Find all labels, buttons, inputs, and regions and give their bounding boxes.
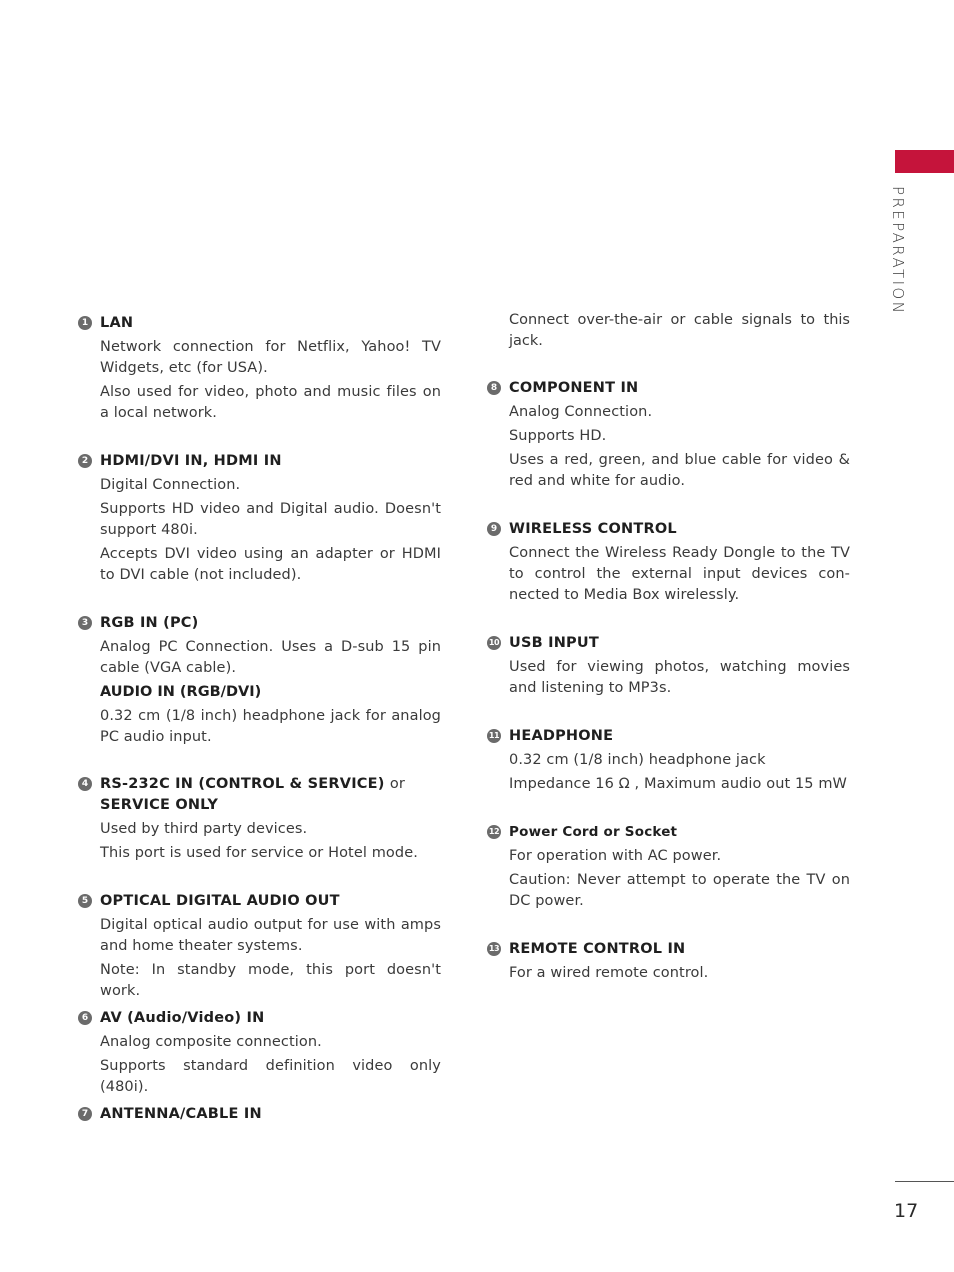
number-badge: 5 [78,894,92,908]
section-tab-marker [895,150,954,173]
number-badge: 11 [487,729,501,743]
item-title: USB INPUT [509,635,599,651]
item-title: REMOTE CONTROL IN [509,941,686,957]
item-title: Power Cord or Socket [509,824,678,840]
item-usb [487,633,850,699]
item-av-in [78,1008,441,1098]
item-component [487,378,850,492]
item-title: ANTENNA/CABLE IN [100,1106,262,1122]
number-badge: 8 [487,381,501,395]
item-text: Also used for video, photo and music files on a local network. [100,384,441,421]
item-text: Note: In standby mode, this port doesn't work. [100,962,441,999]
number-badge: 7 [78,1107,92,1121]
item-text: Uses a red, green, and blue cable for video & red and white for audio. [509,452,850,489]
item-wireless [487,519,850,606]
item-title: HDMI/DVI IN, HDMI IN [100,453,282,469]
item-text: Impedance 16 Ω , Maximum audio out 15 mW [509,776,847,792]
item-lan [78,313,441,424]
item-title: OPTICAL DIGITAL AUDIO OUT [100,893,340,909]
item-hdmi [78,451,441,586]
item-text: Supports standard definition video only (480i). [100,1058,441,1095]
number-badge: 1 [78,316,92,330]
number-badge: 12 [487,825,501,839]
item-text: 0.32 cm (1/8 inch) headphone jack [509,752,766,768]
section-label: PREPARATION [889,186,907,316]
item-power [487,822,850,912]
item-text: Supports HD. [509,428,607,444]
item-text: Used for viewing photos, watching movies and listening to MP3s. [509,659,850,696]
item-antenna-continued [487,310,850,352]
number-badge: 4 [78,777,92,791]
item-subtitle: AUDIO IN (RGB/DVI) [100,684,262,700]
footer-rule [895,1181,954,1182]
item-optical [78,891,441,1002]
item-title: AV (Audio/Video) IN [100,1010,265,1026]
item-text: Analog composite connection. [100,1034,322,1050]
item-rgb [78,613,441,748]
number-badge: 13 [487,942,501,956]
item-text: Analog Connection. [509,404,653,420]
item-text: Supports HD video and Digital audio. Doesn't support 480i. [100,501,441,538]
item-title: RS-232C IN (CONTROL & SERVICE) or SERVICE ONLY [100,776,406,813]
item-text: For a wired remote control. [509,965,709,981]
item-text: For operation with AC power. [509,848,722,864]
item-headphone [487,726,850,795]
item-antenna [78,1104,441,1125]
item-title: HEADPHONE [509,728,614,744]
number-badge: 3 [78,616,92,630]
item-text: Caution: Never attempt to operate the TV on DC power. [509,872,850,909]
item-text: Connect the Wireless Ready Dongle to the TV to control the external input devices con-nected to Media Box wirelessly. [509,545,850,603]
item-text: Used by third party devices. [100,821,308,837]
item-text: This port is used for service or Hotel mode. [100,845,418,861]
item-title: WIRELESS CONTROL [509,521,677,537]
number-badge: 10 [487,636,501,650]
item-text: Accepts DVI video using an adapter or HDMI to DVI cable (not included). [100,546,441,583]
item-text: Digital optical audio output for use with amps and home theater systems. [100,917,441,954]
number-badge: 6 [78,1011,92,1025]
number-badge: 9 [487,522,501,536]
page-number: 17 [894,1200,919,1222]
item-text: Digital Connection. [100,477,241,493]
item-title: COMPONENT IN [509,380,639,396]
item-rs232c [78,774,441,864]
item-title: RGB IN (PC) [100,615,199,631]
item-text: 0.32 cm (1/8 inch) headphone jack for analog PC audio input. [100,708,441,745]
item-text: Analog PC Connection. Uses a D-sub 15 pin cable (VGA cable). [100,639,441,676]
item-text: Network connection for Netflix, Yahoo! TV Widgets, etc (for USA). [100,339,441,376]
number-badge: 2 [78,454,92,468]
item-title: LAN [100,315,134,331]
item-remote [487,939,850,984]
item-text: Connect over-the-air or cable signals to this jack. [509,312,850,349]
